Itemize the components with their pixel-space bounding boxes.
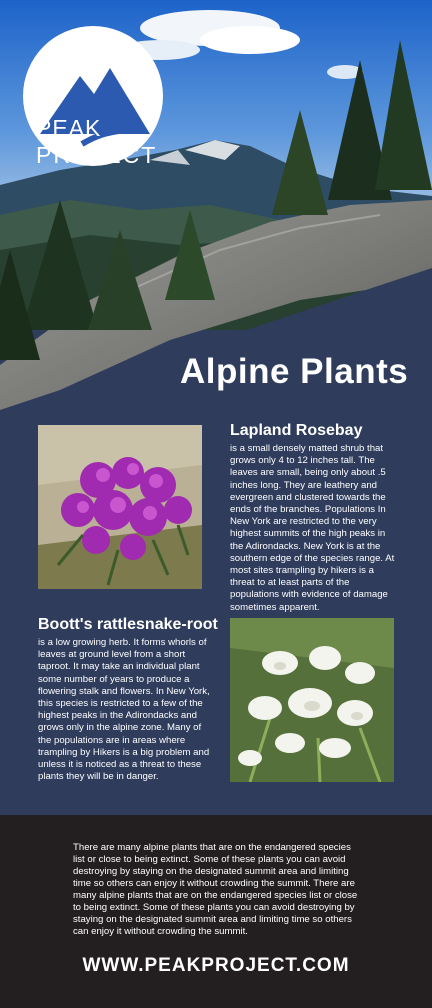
logo-word-peak: PEAK <box>36 115 102 141</box>
page-title: Alpine Plants <box>180 352 409 391</box>
hero-photo <box>0 0 432 420</box>
footer-text: There are many alpine plants that are on the endangered species list or close to being extinct. Some of these plants you can avoid destroying by staying on the designated summit area and limiting time so others can enjoy it without crowding the summit. There are many alpine plants that are on the endangered species list or close to being extinct. Some of these plants you can avoid destroying by staying on the designated summit area and limiting time so others can enjoy it without crowding the summit. <box>73 842 358 937</box>
footer <box>0 815 432 1008</box>
rattlesnake-root-description: is a low growing herb. It forms whorls of leaves at ground level from a short taproot. It may take an individual plant some number of years to produce a flowering stalk and flowers. In New York, this species is restricted to a few of the highest peaks in the Adirondacks and grows only in the alpine zone. Many of the populations are in areas where trampling by Hikers is a big problem and unless it is noticed as a threat to these plants they will be in danger. <box>38 637 210 783</box>
lapland-rosebay-heading: Lapland Rosebay <box>230 422 363 439</box>
rattlesnake-root-photo <box>230 618 394 782</box>
lapland-rosebay-photo <box>38 425 202 589</box>
logo-word-project: PROJECT <box>36 142 158 168</box>
website-url: WWW.PEAKPROJECT.COM <box>82 955 350 976</box>
rattlesnake-root-heading: Boott's rattlesnake-root <box>38 616 218 633</box>
lapland-rosebay-description: is a small densely matted shrub that grows only 4 to 12 inches tall. The leaves are small, being only about .5 inches long. They are leathery and evergreen and clustered towards the ends of the branches. Populations In New York are restricted to the very highest summits of the high peaks in the Adirondacks. New York is at the southern edge of the species range. At most sites trampling by hikers is a threat to at least parts of the populations with evidence of damage sometimes apparent. <box>230 443 395 613</box>
